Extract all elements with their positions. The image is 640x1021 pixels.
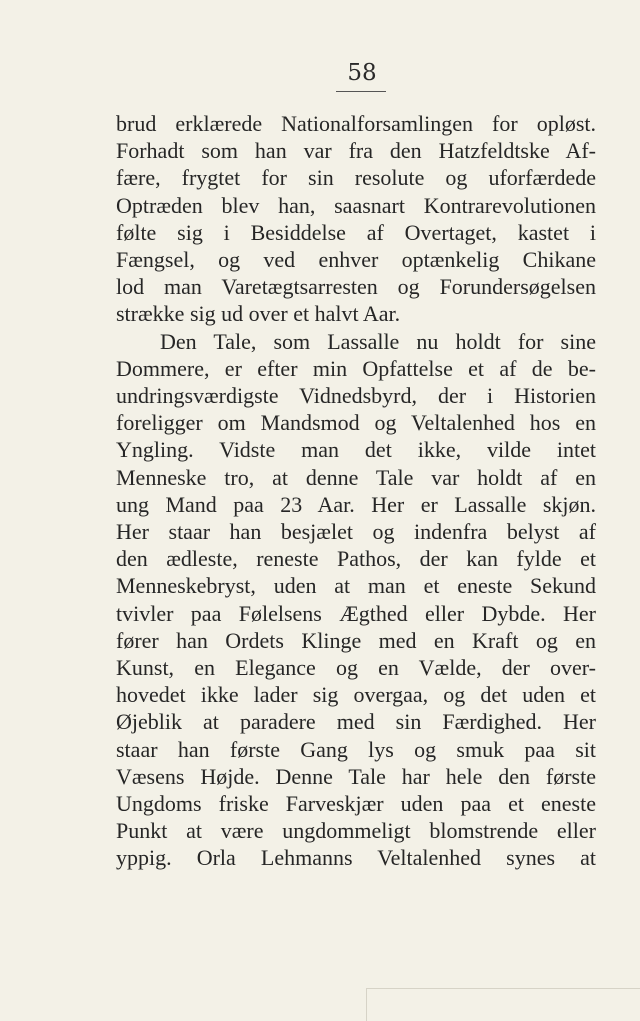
text-line: staar han første Gang lys og smuk paa sit [116, 736, 596, 762]
text-line: Fængsel, og ved enhver optænkelig Chikane [116, 247, 596, 273]
text-line: foreligger om Mandsmod og Veltalenhed hos en [116, 410, 596, 436]
text-line: brud erklærede Nationalforsamlingen for opløst. [116, 111, 596, 136]
text-line: Yngling. Vidste man det ikke, vilde intet [116, 437, 596, 463]
text-line: Ungdoms friske Farveskjær uden paa et eneste [116, 791, 596, 817]
text-line: strække sig ud over et halvt Aar. [116, 301, 401, 327]
body-text [116, 110, 596, 872]
page-number-rule [336, 91, 386, 92]
page-number: 58 [347, 60, 377, 86]
text-line: følte sig i Besiddelse af Overtaget, kastet i [116, 219, 596, 245]
text-line: Væsens Højde. Denne Tale har hele den første [116, 763, 596, 789]
text-line: Øjeblik at paradere med sin Færdighed. Her [116, 709, 596, 735]
text-line: ung Mand paa 23 Aar. Her er Lassalle skjøn. [116, 491, 596, 517]
text-line: Her staar han besjælet og indenfra belyst af [116, 519, 596, 545]
text-line: Optræden blev han, saasnart Kontrarevolutionen [116, 192, 596, 218]
text-line: undringsværdigste Vidnedsbyrd, der i Historien [116, 383, 596, 409]
scan-edge-horizontal [366, 988, 640, 989]
text-line: yppig. Orla Lehmanns Veltalenhed synes at [116, 845, 596, 871]
text-line: fære, frygtet for sin resolute og uforfærdede [116, 165, 596, 191]
text-line: Den Tale, som Lassalle nu holdt for sine [160, 328, 596, 354]
text-line: den ædleste, reneste Pathos, der kan fylde et [116, 546, 596, 572]
text-line: Forhadt som han var fra den Hatzfeldtske Af- [116, 138, 596, 164]
scan-edge-vertical [366, 988, 367, 1021]
text-line: tvivler paa Følelsens Ægthed eller Dybde. Her [116, 600, 596, 626]
text-line: Kunst, en Elegance og en Vælde, der over- [116, 655, 596, 681]
text-line: Dommere, er efter min Opfattelse et af de be- [116, 355, 596, 381]
text-line: Punkt at være ungdommeligt blomstrende eller [116, 818, 596, 844]
text-line: hovedet ikke lader sig overgaa, og det uden et [116, 682, 596, 708]
text-line: Menneske tro, at denne Tale var holdt af en [116, 464, 596, 490]
text-line: lod man Varetægtsarresten og Forundersøgelsen [116, 274, 596, 300]
text-line: fører han Ordets Klinge med en Kraft og en [116, 627, 596, 653]
text-line: Menneskebryst, uden at man et eneste Sekund [116, 573, 596, 599]
